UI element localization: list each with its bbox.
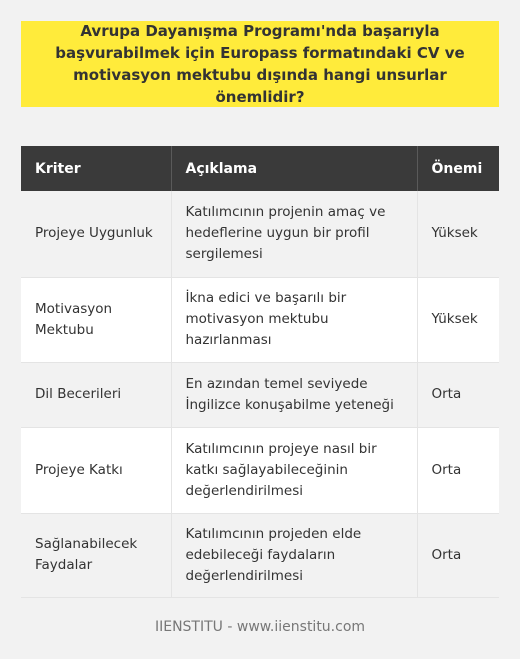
table-row [21,427,499,513]
footer-credit: IIENSTITU - www.iienstitu.com [154,619,366,635]
header-description: Açıklama [171,146,417,191]
cell-criterion: Motivasyon Mektubu [21,277,171,362]
cell-description: İkna edici ve başarılı bir motivasyon mektubu hazırlanması [171,277,417,362]
cell-criterion: Sağlanabilecek Faydalar [21,513,171,597]
table-row [21,191,499,277]
cell-description: Katılımcının projenin amaç ve hedeflerine uygun bir profil sergilemesi [171,191,417,277]
question-box [21,21,499,107]
criteria-table [21,146,499,598]
table-row [21,277,499,362]
cell-importance: Orta [417,427,499,513]
cell-criterion: Dil Becerileri [21,362,171,427]
cell-description: Katılımcının projeden elde edebileceği faydaların değerlendirilmesi [171,513,417,597]
cell-importance: Yüksek [417,191,499,277]
header-criterion: Kriter [21,146,171,191]
table-row [21,362,499,427]
cell-criterion: Projeye Uygunluk [21,191,171,277]
cell-criterion: Projeye Katkı [21,427,171,513]
cell-description: En azından temel seviyede İngilizce konuşabilme yeteneği [171,362,417,427]
header-importance: Önemi [417,146,499,191]
cell-importance: Orta [417,362,499,427]
criteria-table-container [21,146,499,598]
question-title: Avrupa Dayanışma Programı'nda başarıyla başvurabilmek için Europass formatındaki CV ve motivasyon mektubu dışında hangi unsurlar önemlidir? [55,22,465,106]
cell-importance: Orta [417,513,499,597]
cell-importance: Yüksek [417,277,499,362]
cell-description: Katılımcının projeye nasıl bir katkı sağlayabileceğinin değerlendirilmesi [171,427,417,513]
table-header-row [21,146,499,191]
table-row [21,513,499,597]
